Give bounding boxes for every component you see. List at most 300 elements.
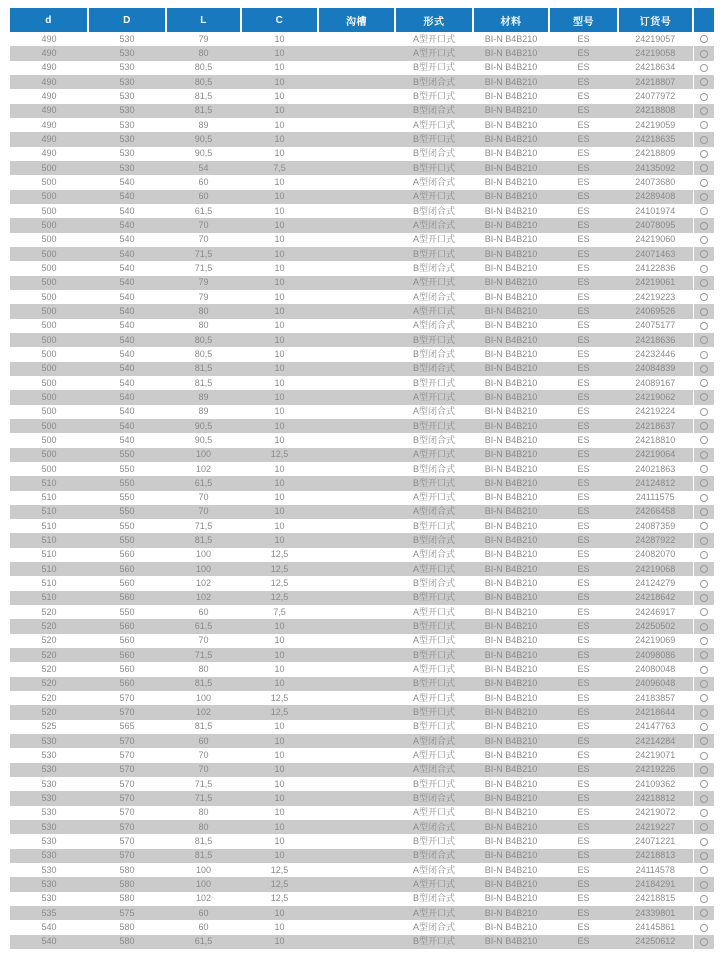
availability-circle-icon <box>700 895 708 903</box>
cell-model: ES <box>577 449 590 460</box>
cell-d: 520 <box>41 692 57 703</box>
cell-availability <box>693 777 714 791</box>
header-row <box>10 8 714 32</box>
cell-order-number: 24077972 <box>635 90 676 101</box>
cell-groove <box>318 877 395 891</box>
cell-groove <box>318 204 395 218</box>
cell-availability <box>693 476 714 490</box>
cell-L: 60 <box>198 606 209 617</box>
cell-L: 60 <box>198 922 209 932</box>
cell-type: B型开口式 <box>412 90 455 101</box>
cell-model: ES <box>577 492 590 503</box>
cell-availability <box>693 720 714 734</box>
cell-availability <box>693 505 714 519</box>
cell-order-number: 24075177 <box>635 320 676 331</box>
availability-circle-icon <box>700 766 708 774</box>
cell-material: BI-N B4B210 <box>484 348 538 359</box>
cell-availability <box>693 906 714 920</box>
cell-type: A型开口式 <box>412 907 455 918</box>
cell-L: 60 <box>198 176 209 187</box>
table-row <box>10 204 714 218</box>
cell-order-number: 24287922 <box>635 535 676 546</box>
cell-type: B型闭合式 <box>412 793 455 804</box>
cell-order-number: 24073680 <box>635 176 676 187</box>
cell-L: 80 <box>198 320 209 331</box>
cell-availability <box>693 376 714 390</box>
cell-availability <box>693 863 714 877</box>
cell-material: BI-N B4B210 <box>484 549 538 560</box>
table-row <box>10 533 714 547</box>
cell-C: 10 <box>274 305 285 316</box>
cell-availability <box>693 147 714 161</box>
cell-type: A型开口式 <box>412 234 455 245</box>
cell-groove <box>318 576 395 590</box>
cell-order-number: 24289408 <box>635 191 676 202</box>
cell-D: 540 <box>119 420 135 431</box>
cell-C: 7,5 <box>273 162 286 173</box>
cell-order-number: 24219223 <box>635 291 676 302</box>
cell-d: 490 <box>41 47 57 58</box>
cell-d: 540 <box>41 936 57 947</box>
cell-model: ES <box>577 506 590 517</box>
cell-availability <box>693 548 714 562</box>
cell-L: 79 <box>198 277 209 288</box>
cell-type: A型开口式 <box>412 606 455 617</box>
cell-D: 560 <box>119 649 135 660</box>
cell-L: 60 <box>198 191 209 202</box>
cell-D: 570 <box>119 778 135 789</box>
cell-C: 10 <box>274 664 285 675</box>
cell-L: 81,5 <box>194 836 213 847</box>
table-row <box>10 218 714 232</box>
cell-groove <box>318 290 395 304</box>
cell-C: 12,5 <box>270 707 289 718</box>
cell-D: 540 <box>119 406 135 417</box>
cell-groove <box>318 419 395 433</box>
cell-order-number: 24218809 <box>635 148 676 159</box>
cell-model: ES <box>577 219 590 230</box>
cell-D: 570 <box>119 692 135 703</box>
cell-L: 81,5 <box>194 850 213 861</box>
cell-C: 10 <box>274 234 285 245</box>
cell-availability <box>693 333 714 347</box>
cell-D: 530 <box>119 133 135 144</box>
table-row <box>10 46 714 60</box>
table-row <box>10 347 714 361</box>
cell-type: A型闭合式 <box>412 864 455 875</box>
cell-C: 10 <box>274 334 285 345</box>
cell-availability <box>693 691 714 705</box>
cell-type: B型开口式 <box>412 248 455 259</box>
availability-circle-icon <box>700 666 708 674</box>
cell-groove <box>318 218 395 232</box>
cell-D: 560 <box>119 621 135 632</box>
cell-L: 80 <box>198 305 209 316</box>
cell-L: 80 <box>198 807 209 818</box>
cell-material: BI-N B4B210 <box>484 234 538 245</box>
cell-material: BI-N B4B210 <box>484 578 538 589</box>
cell-availability <box>693 233 714 247</box>
cell-C: 10 <box>274 836 285 847</box>
cell-groove <box>318 834 395 848</box>
cell-order-number: 24096048 <box>635 678 676 689</box>
cell-model: ES <box>577 90 590 101</box>
cell-d: 520 <box>41 649 57 660</box>
cell-groove <box>318 605 395 619</box>
column-header-D: D <box>88 8 166 32</box>
cell-material: BI-N B4B210 <box>484 492 538 503</box>
cell-material: BI-N B4B210 <box>484 821 538 832</box>
cell-availability <box>693 247 714 261</box>
column-header-type: 形式 <box>395 8 473 32</box>
cell-model: ES <box>577 850 590 861</box>
cell-L: 61,5 <box>194 205 213 216</box>
cell-material: BI-N B4B210 <box>484 176 538 187</box>
cell-availability <box>693 61 714 75</box>
cell-groove <box>318 276 395 290</box>
cell-groove <box>318 61 395 75</box>
cell-C: 10 <box>274 535 285 546</box>
cell-order-number: 24339801 <box>635 907 676 918</box>
cell-D: 530 <box>119 162 135 173</box>
cell-L: 71,5 <box>194 248 213 259</box>
cell-C: 10 <box>274 348 285 359</box>
cell-order-number: 24218807 <box>635 76 676 87</box>
cell-model: ES <box>577 391 590 402</box>
cell-model: ES <box>577 793 590 804</box>
cell-availability <box>693 75 714 89</box>
cell-groove <box>318 118 395 132</box>
cell-C: 10 <box>274 277 285 288</box>
cell-type: B型开口式 <box>412 334 455 345</box>
cell-model: ES <box>577 864 590 875</box>
availability-circle-icon <box>700 623 708 631</box>
table-row <box>10 705 714 719</box>
cell-type: B型闭合式 <box>412 348 455 359</box>
cell-model: ES <box>577 320 590 331</box>
cell-model: ES <box>577 879 590 890</box>
cell-model: ES <box>577 635 590 646</box>
cell-C: 12,5 <box>270 592 289 603</box>
cell-L: 100 <box>195 864 212 875</box>
cell-material: BI-N B4B210 <box>484 291 538 302</box>
cell-L: 79 <box>198 291 209 302</box>
cell-material: BI-N B4B210 <box>484 62 538 73</box>
availability-circle-icon <box>700 222 708 230</box>
cell-type: B型开口式 <box>412 592 455 603</box>
cell-availability <box>693 677 714 691</box>
cell-C: 12,5 <box>270 864 289 875</box>
cell-L: 71,5 <box>194 793 213 804</box>
cell-order-number: 24218637 <box>635 420 676 431</box>
column-header-material: 材料 <box>473 8 549 32</box>
table-row <box>10 89 714 103</box>
cell-material: BI-N B4B210 <box>484 305 538 316</box>
cell-L: 81,5 <box>194 105 213 116</box>
availability-circle-icon <box>700 193 708 201</box>
cell-material: BI-N B4B210 <box>484 678 538 689</box>
availability-circle-icon <box>700 436 708 444</box>
cell-material: BI-N B4B210 <box>484 520 538 531</box>
cell-groove <box>318 89 395 103</box>
cell-d: 510 <box>41 477 57 488</box>
cell-availability <box>693 562 714 576</box>
availability-circle-icon <box>700 179 708 187</box>
cell-model: ES <box>577 277 590 288</box>
cell-availability <box>693 877 714 891</box>
cell-availability <box>693 290 714 304</box>
cell-C: 10 <box>274 420 285 431</box>
availability-circle-icon <box>700 465 708 473</box>
cell-type: B型开口式 <box>412 377 455 388</box>
cell-availability <box>693 419 714 433</box>
cell-L: 100 <box>195 549 212 560</box>
availability-circle-icon <box>700 537 708 545</box>
cell-material: BI-N B4B210 <box>484 191 538 202</box>
cell-availability <box>693 791 714 805</box>
cell-order-number: 24098086 <box>635 649 676 660</box>
column-header-d: d <box>10 8 88 32</box>
cell-D: 550 <box>119 535 135 546</box>
cell-L: 89 <box>198 119 209 130</box>
cell-d: 500 <box>41 391 57 402</box>
table-row <box>10 935 714 949</box>
cell-d: 500 <box>41 406 57 417</box>
availability-circle-icon <box>700 279 708 287</box>
cell-D: 540 <box>119 348 135 359</box>
cell-L: 90,5 <box>194 133 213 144</box>
availability-circle-icon <box>700 909 708 917</box>
cell-type: B型闭合式 <box>412 463 455 474</box>
cell-order-number: 24219072 <box>635 807 676 818</box>
cell-D: 580 <box>119 864 135 875</box>
cell-L: 81,5 <box>194 721 213 732</box>
cell-type: A型闭合式 <box>412 735 455 746</box>
availability-circle-icon <box>700 164 708 172</box>
column-header-availability <box>693 8 714 32</box>
cell-C: 10 <box>274 778 285 789</box>
cell-order-number: 24218634 <box>635 62 676 73</box>
cell-L: 70 <box>198 506 209 517</box>
availability-circle-icon <box>700 35 708 43</box>
cell-d: 490 <box>41 119 57 130</box>
cell-d: 500 <box>41 320 57 331</box>
cell-material: BI-N B4B210 <box>484 105 538 116</box>
cell-groove <box>318 591 395 605</box>
availability-circle-icon <box>700 236 708 244</box>
cell-groove <box>318 505 395 519</box>
cell-L: 81,5 <box>194 535 213 546</box>
cell-availability <box>693 519 714 533</box>
cell-groove <box>318 677 395 691</box>
cell-d: 510 <box>41 563 57 574</box>
cell-order-number: 24219064 <box>635 449 676 460</box>
cell-groove <box>318 261 395 275</box>
table-row <box>10 877 714 891</box>
table-row <box>10 720 714 734</box>
cell-material: BI-N B4B210 <box>484 836 538 847</box>
cell-model: ES <box>577 936 590 947</box>
cell-L: 71,5 <box>194 520 213 531</box>
cell-type: B型开口式 <box>412 707 455 718</box>
cell-L: 89 <box>198 406 209 417</box>
cell-availability <box>693 576 714 590</box>
table-row <box>10 448 714 462</box>
cell-order-number: 24080048 <box>635 664 676 675</box>
cell-availability <box>693 118 714 132</box>
cell-availability <box>693 491 714 505</box>
table-row <box>10 132 714 146</box>
cell-model: ES <box>577 836 590 847</box>
availability-circle-icon <box>700 250 708 258</box>
cell-groove <box>318 132 395 146</box>
cell-type: B型开口式 <box>412 649 455 660</box>
cell-order-number: 24183857 <box>635 692 676 703</box>
cell-model: ES <box>577 707 590 718</box>
cell-C: 10 <box>274 649 285 660</box>
cell-availability <box>693 46 714 60</box>
cell-model: ES <box>577 305 590 316</box>
cell-type: A型开口式 <box>412 305 455 316</box>
cell-L: 100 <box>195 563 212 574</box>
table-row <box>10 806 714 820</box>
column-header-groove: 沟槽 <box>318 8 395 32</box>
table-row <box>10 591 714 605</box>
table-row <box>10 734 714 748</box>
cell-L: 70 <box>198 234 209 245</box>
cell-d: 500 <box>41 205 57 216</box>
cell-order-number: 24082070 <box>635 549 676 560</box>
cell-groove <box>318 806 395 820</box>
availability-circle-icon <box>700 522 708 530</box>
cell-groove <box>318 46 395 60</box>
cell-type: A型开口式 <box>412 277 455 288</box>
cell-availability <box>693 634 714 648</box>
table-row <box>10 576 714 590</box>
table-header <box>10 8 714 32</box>
cell-model: ES <box>577 549 590 560</box>
cell-d: 520 <box>41 621 57 632</box>
table-row <box>10 863 714 877</box>
availability-circle-icon <box>700 866 708 874</box>
availability-circle-icon <box>700 136 708 144</box>
cell-groove <box>318 920 395 934</box>
cell-groove <box>318 433 395 447</box>
cell-groove <box>318 319 395 333</box>
cell-C: 10 <box>274 105 285 116</box>
cell-d: 490 <box>41 148 57 159</box>
cell-d: 490 <box>41 62 57 73</box>
cell-model: ES <box>577 191 590 202</box>
cell-groove <box>318 906 395 920</box>
cell-type: B型开口式 <box>412 133 455 144</box>
cell-material: BI-N B4B210 <box>484 363 538 374</box>
cell-C: 10 <box>274 176 285 187</box>
cell-L: 80 <box>198 821 209 832</box>
cell-C: 10 <box>274 520 285 531</box>
table-row <box>10 333 714 347</box>
cell-availability <box>693 32 714 46</box>
cell-D: 570 <box>119 807 135 818</box>
cell-D: 530 <box>119 119 135 130</box>
cell-D: 530 <box>119 62 135 73</box>
cell-model: ES <box>577 821 590 832</box>
cell-availability <box>693 261 714 275</box>
cell-type: A型闭合式 <box>412 406 455 417</box>
spec-table <box>10 8 714 949</box>
table-row <box>10 376 714 390</box>
cell-type: A型闭合式 <box>412 922 455 932</box>
table-row <box>10 261 714 275</box>
table-row <box>10 118 714 132</box>
column-header-L: L <box>166 8 241 32</box>
availability-circle-icon <box>700 308 708 316</box>
cell-order-number: 24021863 <box>635 463 676 474</box>
cell-C: 10 <box>274 721 285 732</box>
cell-availability <box>693 433 714 447</box>
cell-type: B型闭合式 <box>412 262 455 273</box>
cell-groove <box>318 104 395 118</box>
cell-d: 490 <box>41 105 57 116</box>
cell-model: ES <box>577 764 590 775</box>
cell-availability <box>693 605 714 619</box>
cell-C: 12,5 <box>270 893 289 904</box>
cell-D: 560 <box>119 549 135 560</box>
cell-type: B型闭合式 <box>412 850 455 861</box>
cell-type: A型闭合式 <box>412 549 455 560</box>
cell-type: B型开口式 <box>412 721 455 732</box>
cell-order-number: 24111575 <box>635 492 675 503</box>
cell-L: 81,5 <box>194 363 213 374</box>
cell-C: 10 <box>274 248 285 259</box>
cell-d: 530 <box>41 735 57 746</box>
cell-material: BI-N B4B210 <box>484 406 538 417</box>
cell-type: A型开口式 <box>412 807 455 818</box>
cell-groove <box>318 32 395 46</box>
cell-groove <box>318 634 395 648</box>
table-row <box>10 476 714 490</box>
cell-L: 54 <box>198 162 209 173</box>
cell-D: 550 <box>119 506 135 517</box>
cell-model: ES <box>577 262 590 273</box>
cell-D: 560 <box>119 592 135 603</box>
cell-availability <box>693 362 714 376</box>
cell-D: 540 <box>119 277 135 288</box>
cell-L: 70 <box>198 492 209 503</box>
cell-D: 570 <box>119 836 135 847</box>
availability-circle-icon <box>700 508 708 516</box>
cell-L: 61,5 <box>194 477 213 488</box>
cell-D: 570 <box>119 850 135 861</box>
cell-D: 560 <box>119 635 135 646</box>
cell-d: 500 <box>41 463 57 474</box>
cell-groove <box>318 75 395 89</box>
cell-d: 490 <box>41 90 57 101</box>
cell-C: 10 <box>274 793 285 804</box>
cell-L: 70 <box>198 764 209 775</box>
cell-material: BI-N B4B210 <box>484 793 538 804</box>
availability-circle-icon <box>700 78 708 86</box>
cell-availability <box>693 920 714 934</box>
cell-D: 550 <box>119 463 135 474</box>
cell-type: B型开口式 <box>412 936 455 947</box>
cell-D: 540 <box>119 334 135 345</box>
cell-groove <box>318 619 395 633</box>
cell-C: 10 <box>274 33 285 44</box>
cell-C: 10 <box>274 764 285 775</box>
cell-availability <box>693 319 714 333</box>
cell-groove <box>318 748 395 762</box>
